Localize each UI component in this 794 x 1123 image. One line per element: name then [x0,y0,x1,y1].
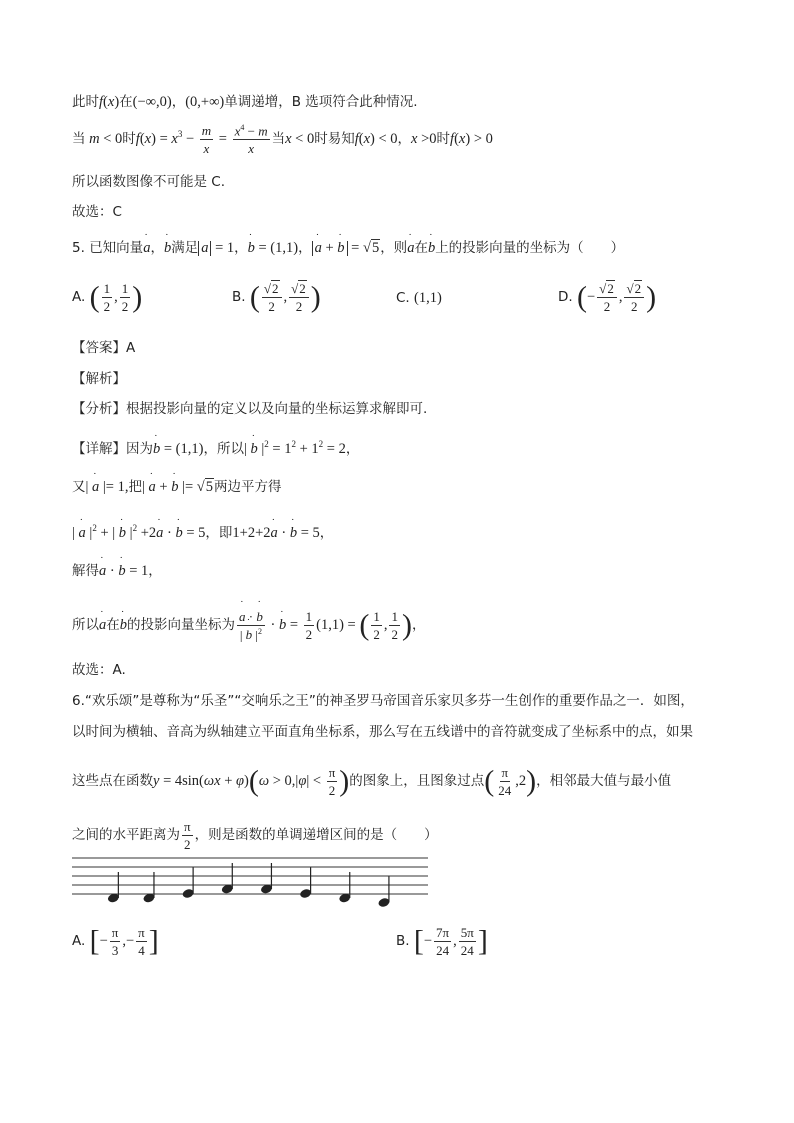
question-6-line-2: 以时间为横轴、音高为纵轴建立平面直角坐标系，那么写在五线谱中的音符就变成了坐标系中的点，如果 [72,724,693,740]
question-6-line-4: 之间的水平距离为 $\frac{\pi}{2}$ ，则是函数的单调递增区间的是（ ） [72,819,438,852]
q6-option-a[interactable]: A. [− $\frac{\pi}{3}$ ,− $\frac{\pi}{4}$ ] [72,924,159,958]
q6-option-b[interactable]: B. [− $\frac{7\pi}{24}$ , $\frac{5\pi}{24}$ ] [396,924,488,958]
question-6-line-1: 6.“欢乐颂”是尊称为“乐圣”“交响乐之王”的神圣罗马帝国音乐家贝多芬一生创作的重要作品之一．如图， [72,693,694,709]
analysis-summary: 【分析】根据投影向量的定义以及向量的坐标运算求解即可. [72,401,428,417]
line-m-negative: 当 m < 0时$f(x) = x^3$ − $\frac{m}{x}$ = $\frac{x^4 - m}{x}$ 当x < 0时易知f(x) < 0，x >0时f(x) > 0 [72,123,493,157]
answer-tag: 【答案】A [72,340,136,356]
note [338,872,351,904]
note [377,877,390,909]
detail-line-2: 又| ˙ a |= 1,把| ˙ a + ˙ b |= √5两边平方得 [72,477,282,497]
question-5: 5. 已知向量˙ a，˙ b满足 a = 1，˙ b = (1,1)，˙ a + ˙ b = √5，则˙ a在˙ b上的投影向量的坐标为（ ） [72,238,624,258]
note [221,863,234,895]
note [142,872,155,904]
option-a[interactable]: A. ( $\frac{1}{2}$ , $\frac{1}{2}$ ) [72,280,143,314]
line-choose-c: 故选：C [72,204,122,220]
analysis-tag: 【解析】 [72,371,126,387]
option-d[interactable]: D. (− $\frac{√2}{2}$ , $\frac{√2}{2}$ ) [558,280,657,314]
note [182,868,195,900]
choose-a: 故选：A. [72,662,126,678]
detail-line-3: | ˙ a $|^2$ + | ˙ b $|^2$ +2˙ a · ˙ b = 5，即1+2+2˙ a · ˙ b = 5， [72,518,333,543]
detail-line-1: 【详解】因为˙ b = (1,1)，所以| ˙ b $|^2 = 1^2 + 1^2 = 2$， [72,434,359,459]
detail-line-4: 解得˙ a · ˙ b = 1， [72,561,162,581]
line-not-c: 所以函数图像不可能是 C. [72,174,226,190]
question-6-line-3: 这些点在函数y = 4sin(ωx + φ)(ω > 0,|φ| < $\frac{\pi}{2}$ )的图象上，且图象过点( $\frac{\pi}{24}$ ,2)，相邻最大值与最小值 [72,764,672,798]
music-staff-figure [72,852,428,912]
detail-line-5: 所以˙ a在˙ b的投影向量坐标为 ˙ $\frac{a \cdot ˙ b}{| ˙ b |^2}$ · ˙ b = $\frac{1}{2}$ (1,1) = ( $\frac{1}{2}$ , $\frac{1}{2}$ )， [72,610,425,641]
option-c[interactable]: C. (1,1) [396,290,442,306]
line-monotonic: 此时f(x)在(−∞,0)，(0,+∞)单调递增，B 选项符合此种情况. [72,94,418,110]
note [299,868,312,900]
note [107,872,120,904]
note [260,863,273,895]
option-b[interactable]: B. ( $\frac{√2}{2}$ , $\frac{√2}{2}$ ) [232,280,321,314]
